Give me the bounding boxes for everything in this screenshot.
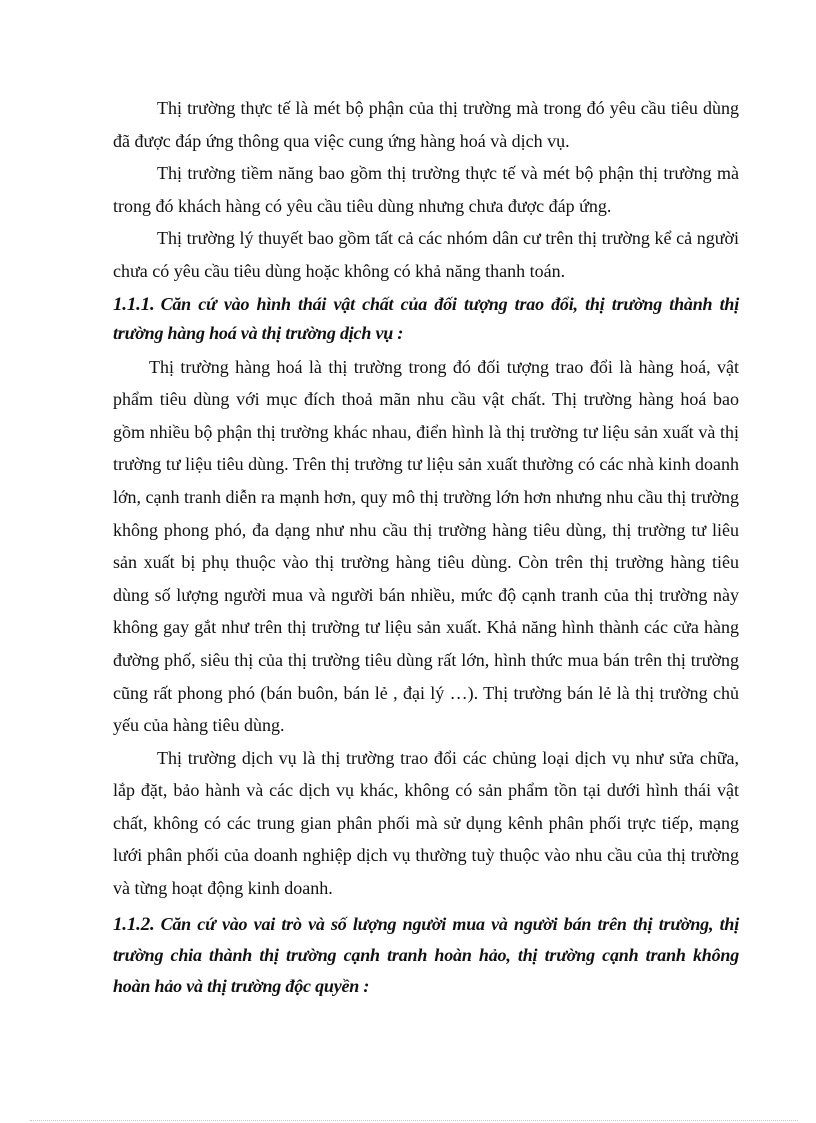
paragraph-theoretical-market: Thị trường lý thuyết bao gồm tất cả các nhóm dân cư trên thị trường kể cả người chưa có yêu cầu tiêu dùng hoặc không có khả năng thanh toán.: [113, 228, 739, 281]
document-body: [113, 92, 739, 1001]
section-heading-text: Căn cứ vào vai trò và số lượng người mua và người bán trên thị trường, thị trường chia thành thị trường cạnh tranh hoàn hảo, thị trường cạnh tranh không hoàn hảo và thị trường độc quyền :: [113, 913, 739, 996]
paragraph-actual-market: Thị trường thực tế là mét bộ phận của thị trường mà trong đó yêu cầu tiêu dùng đã được đáp ứng thông qua việc cung ứng hàng hoá và dịch vụ.: [113, 98, 739, 151]
page-bottom-dotted-rule: [30, 1120, 798, 1121]
section-heading-1-1-1: [113, 290, 739, 348]
paragraph-service-market: Thị trường dịch vụ là thị trường trao đổi các chủng loại dịch vụ như sửa chữa, lắp đặt, bảo hành và các dịch vụ khác, không có sản phẩm tồn tại dưới hình thái vật chất, không có các trung gian phân phối mà sử dụng kênh phân phối trực tiếp, mạng lưới phân phối của doanh nghiệp dịch vụ thường tuỳ thuộc vào nhu cầu của thị trường và từng hoạt động kinh doanh.: [113, 747, 739, 899]
paragraph-goods-market: Thị trường hàng hoá là thị trường trong đó đối tượng trao đổi là hàng hoá, vật phẩm tiêu dùng với mục đích thoả mãn nhu cầu vật chất. Thị trường hàng hoá bao gồm nhiều bộ phận thị trường khác nhau, điển hình là thị trường tư liệu sản xuất và thị trường tư liệu tiêu dùng. Trên thị trường tư liệu sản xuất thường có các nhà kinh doanh lớn, cạnh tranh diễn ra mạnh hơn, quy mô thị trường lớn hơn nhưng nhu cầu thị trường không phong phó, đa dạng như nhu cầu thị trường hàng tiêu dùng, thị trường tư liêu sản xuất bị phụ thuộc vào thị trường hàng tiêu dùng. Còn trên thị trường hàng tiêu dùng số lượng người mua và người bán nhiều, mức độ cạnh tranh của thị trường này không gay gắt như trên thị trường tư liệu sản xuất. Khả năng hình thành các cửa hàng đường phố, siêu thị của thị trường tiêu dùng rất lớn, hình thức mua bán trên thị trường cũng rất phong phó (bán buôn, bán lẻ , đại lý …). Thị trường bán lẻ là thị trường chủ yếu của hàng tiêu dùng.: [113, 356, 739, 736]
section-heading-text: Căn cứ vào hình thái vật chất của đối tượng trao đổi, thị trường thành thị trường hàng hoá và thị trường dịch vụ :: [113, 293, 739, 343]
paragraph-potential-market: Thị trường tiềm năng bao gồm thị trường thực tế và mét bộ phận thị trường mà trong đó khách hàng có yêu cầu tiêu dùng nhưng chưa được đáp ứng.: [113, 163, 739, 216]
section-number: 1.1.1.: [113, 293, 155, 315]
section-heading-1-1-2: [113, 909, 739, 1002]
section-number: 1.1.2.: [113, 913, 155, 935]
